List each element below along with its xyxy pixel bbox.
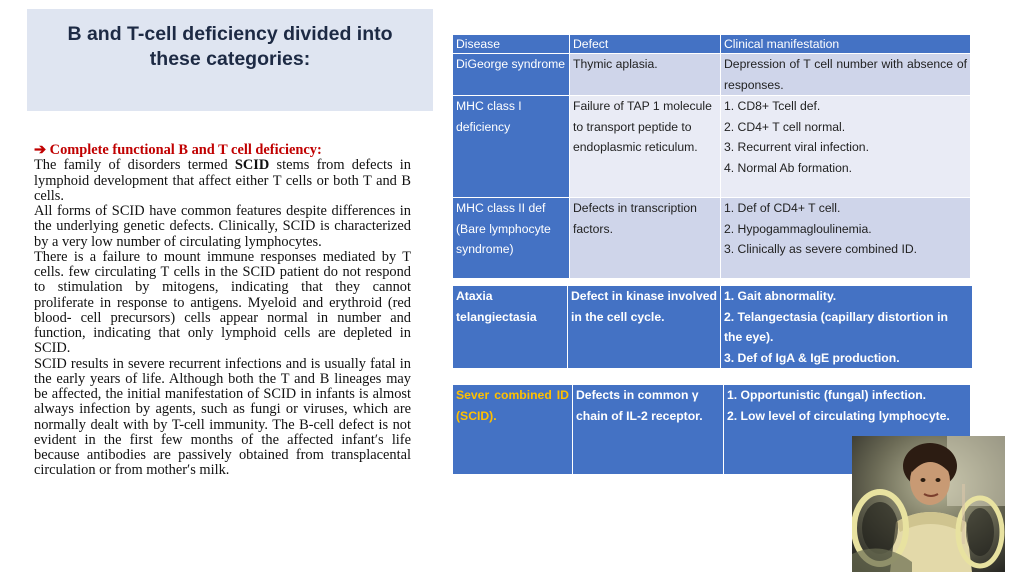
manifestation-cell: 1. Gait abnormality. 2. Telangectasia (capillary distortion in the eye). 3. Def of IgA & IgE production. <box>721 286 973 369</box>
defect-cell: Thymic aplasia. <box>570 54 721 96</box>
slide-title-line2: these categories: <box>149 48 311 70</box>
ataxia-table <box>452 285 973 369</box>
defect-cell: Defect in kinase involved in the cell cycle. <box>568 286 721 369</box>
disease-cell: Ataxia telangiectasia <box>453 286 568 369</box>
paragraph-3: There is a failure to mount immune responses mediated by T cells. few circulating T cells in the SCID patient do not respond to stimulation by mitogens, indicating that they cannot proliferate in response to antigens. Myeloid and erythroid (red blood- cell precursors) cells appear normal in number and function, indicating that only lymphoid cells are depleted in SCID. <box>34 248 411 357</box>
defect-cell: Defects in transcription factors. <box>570 198 721 279</box>
disease-cell: MHC class I deficiency <box>453 96 570 198</box>
defect-cell: Failure of TAP 1 molecule to transport peptide to endoplasmic reticulum. <box>570 96 721 198</box>
manifestation-cell: 1. Opportunistic (fungal) infection. 2. Low level of circulating lymphocyte. <box>724 385 971 475</box>
table-row <box>453 198 971 279</box>
table-header-row <box>453 35 971 54</box>
manifestation-cell: 1. CD8+ Tcell def. 2. CD4+ T cell normal. 3. Recurrent viral infection. 4. Normal Ab formation. <box>721 96 971 198</box>
paragraph-4: SCID results in severe recurrent infections and is usually fatal in the early years of life. Although both the T and B lineages may be affected, the initial manifestation of SCID in infants is almost always infection by agents, such as fungi or viruses, which are normally dealt with by T-cell immunity. The B-cell defect is not evident in the first few months of the affected infant′s life because antibodies are passively obtained from transplacental circulation or from mother′s milk. <box>34 355 411 479</box>
scid-description <box>34 143 411 479</box>
scid-patient-photo <box>852 436 1005 572</box>
immunodeficiency-table <box>452 34 971 279</box>
paragraph-1: The family of disorders termed SCID stems from defects in lymphoid development that affect either T cells or both T and B cells. <box>34 157 411 204</box>
disease-cell: MHC class II def (Bare lymphocyte syndrome) <box>453 198 570 279</box>
section-heading <box>34 143 411 158</box>
header-manifestation: Clinical manifestation <box>721 35 971 54</box>
table-row <box>453 96 971 198</box>
scid-term: SCID <box>234 157 270 174</box>
title-box <box>27 9 433 111</box>
header-disease: Disease <box>453 35 570 54</box>
table-row <box>453 54 971 96</box>
disease-cell: DiGeorge syndrome <box>453 54 570 96</box>
paragraph-2: All forms of SCID have common features despite differences in the underlying genetic defects. Clinically, SCID is characterized by a very low number of circulating lymphocytes. <box>34 203 411 250</box>
slide-title-line1: B and T-cell deficiency divided into <box>67 23 393 45</box>
section-heading-text: Complete functional B and T cell deficiency: <box>49 142 322 158</box>
manifestation-cell: 1. Def of CD4+ T cell. 2. Hypogammagloulinemia. 3. Clinically as severe combined ID. <box>721 198 971 279</box>
manifestation-cell: Depression of T cell number with absence of responses. <box>721 54 971 96</box>
arrow-icon: ➔ <box>34 142 47 158</box>
defect-cell: Defects in common γ chain of IL-2 receptor. <box>573 385 724 475</box>
disease-cell: Sever combined ID (SCID). <box>453 385 573 475</box>
bubble-boy-illustration <box>852 436 1005 572</box>
header-defect: Defect <box>570 35 721 54</box>
table-row <box>453 286 973 369</box>
